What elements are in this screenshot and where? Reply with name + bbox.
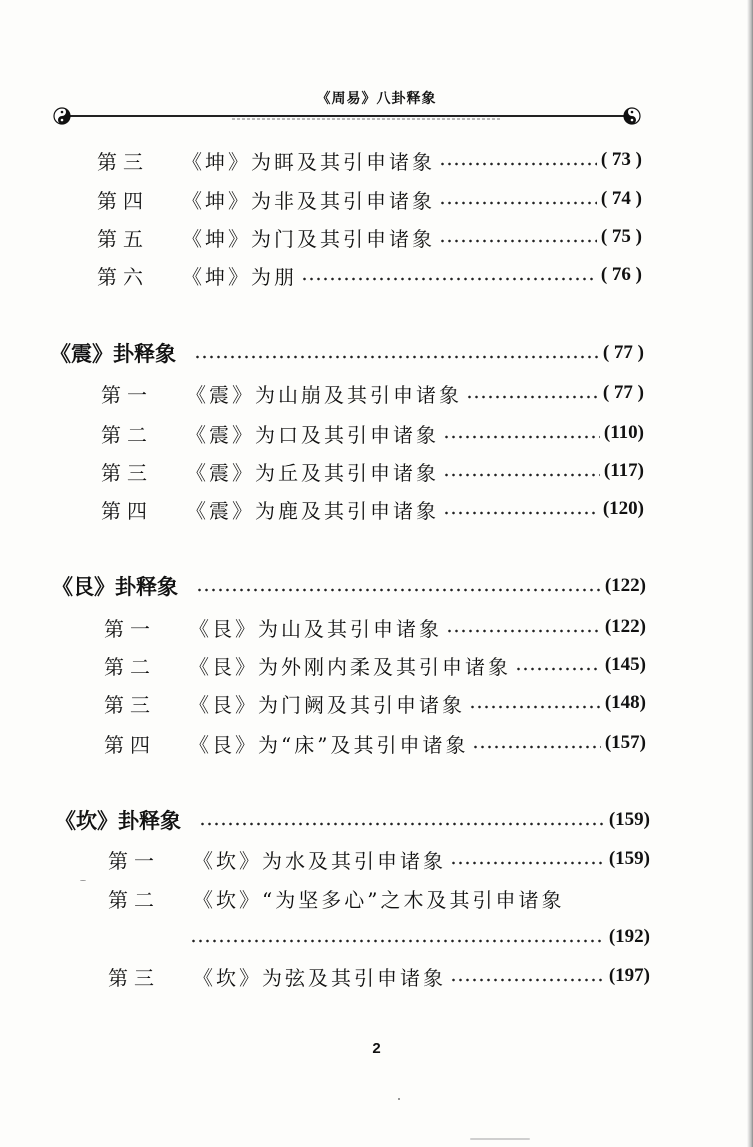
leader-dots xyxy=(301,277,597,281)
toc-entry-title: 《艮》为“床”及其引申诸象 xyxy=(189,732,469,757)
header-rule-ornament xyxy=(52,106,642,126)
toc-entry-wrapped[interactable] xyxy=(108,883,650,913)
toc-entry[interactable] xyxy=(101,494,644,524)
toc-entry-page: (145) xyxy=(604,654,646,675)
toc-entry[interactable] xyxy=(97,260,642,290)
toc-entry[interactable] xyxy=(104,728,646,758)
toc-entry-number: 第三 xyxy=(104,692,156,717)
toc-chapter-page: (159) xyxy=(608,809,650,830)
toc-entry-page: (122) xyxy=(604,616,646,637)
leader-dots xyxy=(443,473,600,477)
toc-entry-page: (148) xyxy=(604,692,646,713)
leader-dots xyxy=(190,939,605,943)
toc-chapter-page: (122) xyxy=(604,575,646,596)
scan-speck xyxy=(80,880,86,881)
toc-entry-number: 第四 xyxy=(104,732,156,757)
toc-entry-page: (192) xyxy=(608,926,650,947)
running-header-title: 《周易》八卦释象 xyxy=(316,91,437,107)
toc-entry-title: 《艮》为山及其引申诸象 xyxy=(189,616,442,641)
scan-speck xyxy=(470,1138,530,1140)
toc-entry-title: 《坎》为弦及其引申诸象 xyxy=(193,965,446,990)
page-edge-shadow xyxy=(747,0,753,1147)
toc-entry-number: 第一 xyxy=(104,616,156,641)
toc-entry[interactable] xyxy=(104,688,646,718)
toc-chapter-heading[interactable] xyxy=(50,338,644,368)
toc-entry-page: ( 77 ) xyxy=(602,382,644,403)
toc-entry-number: 第四 xyxy=(101,498,153,523)
toc-entry-number: 第四 xyxy=(97,188,149,213)
toc-chapter-page: ( 77 ) xyxy=(602,342,644,363)
toc-entry-title: 《坤》为门及其引申诸象 xyxy=(182,226,435,251)
toc-entry-number: 第三 xyxy=(97,149,149,174)
toc-entry-title: 《艮》为门阙及其引申诸象 xyxy=(189,692,465,717)
toc-entry-page: ( 75 ) xyxy=(600,226,642,247)
scan-speck xyxy=(398,1098,400,1100)
leader-dots xyxy=(196,588,601,592)
toc-entry-title: 《震》为口及其引申诸象 xyxy=(186,422,439,447)
toc-chapter-heading[interactable] xyxy=(55,805,650,835)
toc-entry-page: (110) xyxy=(603,422,644,443)
toc-entry-title: 《震》为鹿及其引申诸象 xyxy=(186,498,439,523)
toc-entry[interactable] xyxy=(97,145,642,175)
leader-dots xyxy=(469,705,601,709)
toc-entry-number: 第六 xyxy=(97,264,149,289)
leader-dots xyxy=(443,435,600,439)
toc-chapter-heading[interactable] xyxy=(52,571,646,601)
toc-chapter-title: 《艮》卦释象 xyxy=(52,574,178,599)
toc-entry-number: 第五 xyxy=(97,226,149,251)
toc-chapter-title: 《震》卦释象 xyxy=(50,341,176,366)
toc-entry-page: ( 76 ) xyxy=(600,264,642,285)
toc-entry[interactable] xyxy=(101,418,644,448)
toc-entry-title: 《震》为丘及其引申诸象 xyxy=(186,460,439,485)
leader-dots xyxy=(446,629,601,633)
toc-entry[interactable] xyxy=(97,184,642,214)
toc-entry-number: 第三 xyxy=(101,460,153,485)
leader-dots xyxy=(472,745,600,749)
toc-entry-title: 《坤》为非及其引申诸象 xyxy=(182,188,435,213)
leader-dots xyxy=(439,162,597,166)
toc-entry-continuation[interactable] xyxy=(190,922,650,952)
leader-dots xyxy=(194,355,599,359)
toc-entry-title: 《坎》“为坚多心”之木及其引申诸象 xyxy=(193,887,565,912)
toc-entry-number: 第一 xyxy=(101,382,153,407)
toc-entry[interactable] xyxy=(101,378,644,408)
leader-dots xyxy=(439,239,597,243)
leader-dots xyxy=(439,201,597,205)
leader-dots xyxy=(199,822,605,826)
toc-entry-number: 第二 xyxy=(108,887,160,912)
toc-entry-number: 第二 xyxy=(104,654,156,679)
toc-entry-page: (117) xyxy=(603,460,644,481)
toc-entry-page: (159) xyxy=(608,848,650,869)
toc-entry-page: ( 74 ) xyxy=(600,188,642,209)
toc-entry[interactable] xyxy=(101,456,644,486)
leader-dots xyxy=(466,395,599,399)
toc-entry-title: 《艮》为外刚内柔及其引申诸象 xyxy=(189,654,511,679)
taiji-icon-right xyxy=(624,108,640,124)
leader-dots xyxy=(515,667,601,671)
taiji-icon-left xyxy=(54,108,70,124)
toc-entry-number: 第三 xyxy=(108,965,160,990)
toc-chapter-title: 《坎》卦释象 xyxy=(55,808,181,833)
toc-entry[interactable] xyxy=(108,844,650,874)
toc-entry-title: 《坤》为眲及其引申诸象 xyxy=(182,149,435,174)
toc-entry-page: ( 73 ) xyxy=(600,149,642,170)
leader-dots xyxy=(443,511,599,515)
toc-entry-title: 《坎》为水及其引申诸象 xyxy=(193,848,446,873)
toc-entry[interactable] xyxy=(104,650,646,680)
toc-entry-title: 《震》为山崩及其引申诸象 xyxy=(186,382,462,407)
toc-entry[interactable] xyxy=(104,612,646,642)
leader-dots xyxy=(450,861,605,865)
toc-entry[interactable] xyxy=(108,961,650,991)
toc-entry-title: 《坤》为朋 xyxy=(182,264,297,289)
toc-entry-page: (197) xyxy=(608,965,650,986)
toc-entry-page: (157) xyxy=(604,732,646,753)
leader-dots xyxy=(450,978,605,982)
toc-entry-number: 第二 xyxy=(101,422,153,447)
page-number: 2 xyxy=(372,1040,381,1057)
toc-entry[interactable] xyxy=(97,222,642,252)
toc-entry-page: (120) xyxy=(602,498,644,519)
toc-entry-number: 第一 xyxy=(108,848,160,873)
